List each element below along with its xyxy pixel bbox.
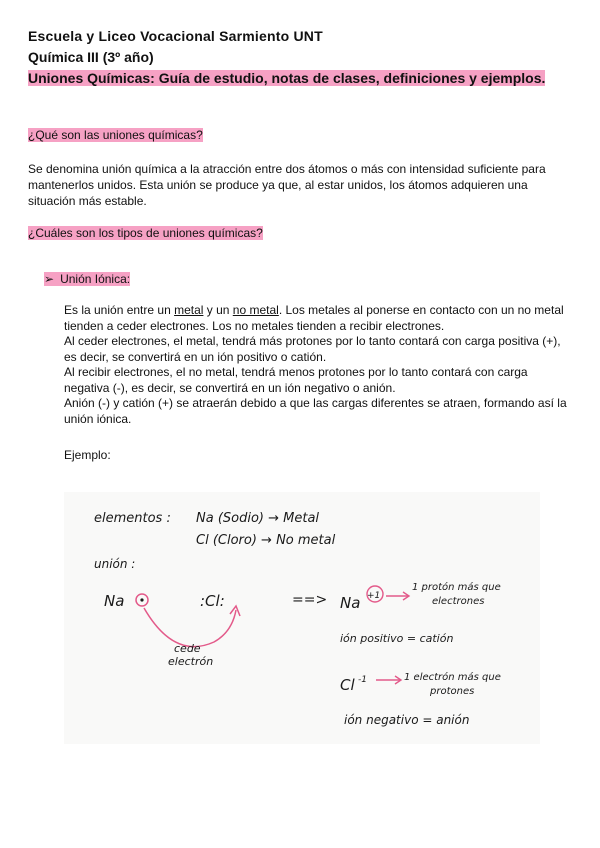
bullet-label: Unión Iónica:	[60, 272, 131, 286]
cl-symbol: :Cl:	[200, 592, 225, 610]
term-no-metal: no metal	[232, 303, 279, 317]
electron-note-2: protones	[430, 686, 475, 697]
example-label: Ejemplo:	[64, 448, 111, 462]
cl-element-line: Cl (Cloro) → No metal	[196, 533, 336, 548]
paragraph-1: Es la unión entre un metal y un no metal. Los metales al ponerse en contacto con un no metal tienden a ceder electrones. Los no metales tienden a recibir electrones.	[64, 303, 564, 333]
cede-text-2: electrón	[168, 655, 214, 668]
document-title	[28, 68, 568, 89]
definition-paragraph: Se denomina unión química a la atracción entre dos átomos o más con intensidad suficiente para mantenerlos unidos. Esta unión se produce ya que, al estar unidos, los átomos adquieren una situación más estable.	[28, 162, 546, 208]
na-element-line: Na (Sodio) → Metal	[196, 511, 320, 526]
paragraph-2: Al ceder electrones, el metal, tendrá más protones por lo tanto contará con carga positiva (+), es decir, se convertirá en un ión positivo o catión.	[64, 334, 561, 364]
question-bond-types: ¿Cuáles son los tipos de uniones químicas?	[28, 226, 263, 240]
positive-ion-note: ión positivo = catión	[340, 632, 454, 645]
union-label: unión :	[94, 557, 136, 571]
ionic-bond-explanation	[64, 303, 574, 427]
arrow-bullet-icon: ➢	[44, 272, 55, 286]
proton-note-2: electrones	[432, 596, 485, 607]
elementos-label: elementos :	[94, 511, 171, 526]
na-electron-dot	[140, 598, 143, 601]
proton-note-1: 1 protón más que	[412, 582, 501, 593]
electron-note-1: 1 electrón más que	[404, 672, 501, 683]
handwritten-notes-image	[64, 492, 540, 744]
plus-one-charge: +1	[367, 591, 381, 601]
na-symbol: Na	[104, 592, 125, 610]
yields-arrow-icon: ==>	[292, 592, 328, 608]
cede-text-1: cede	[174, 642, 201, 655]
document-title-text: Uniones Químicas: Guía de estudio, notas de clases, definiciones y ejemplos.	[28, 70, 546, 86]
bullet-ionic-bond	[44, 272, 130, 286]
question-what-are-bonds: ¿Qué son las uniones químicas?	[28, 128, 203, 142]
minus-one-charge: -1	[358, 675, 367, 685]
school-name: Escuela y Liceo Vocacional Sarmiento UNT	[28, 28, 323, 44]
negative-ion-note: ión negativo = anión	[344, 713, 470, 727]
term-metal: metal	[174, 303, 204, 317]
paragraph-3: Al recibir electrones, el no metal, tendrá menos protones por lo tanto contará con carga negativa (-), es decir, se convertirá en un ión negativo o anión.	[64, 365, 528, 395]
electron-transfer-arrow	[144, 608, 236, 647]
cl-ion-symbol: Cl	[340, 676, 355, 694]
course-name: Química III (3º año)	[28, 49, 154, 65]
na-ion-symbol: Na	[340, 594, 361, 612]
paragraph-4: Anión (-) y catión (+) se atraerán debido a que las cargas diferentes se atraen, formando así la unión iónica.	[64, 396, 567, 426]
